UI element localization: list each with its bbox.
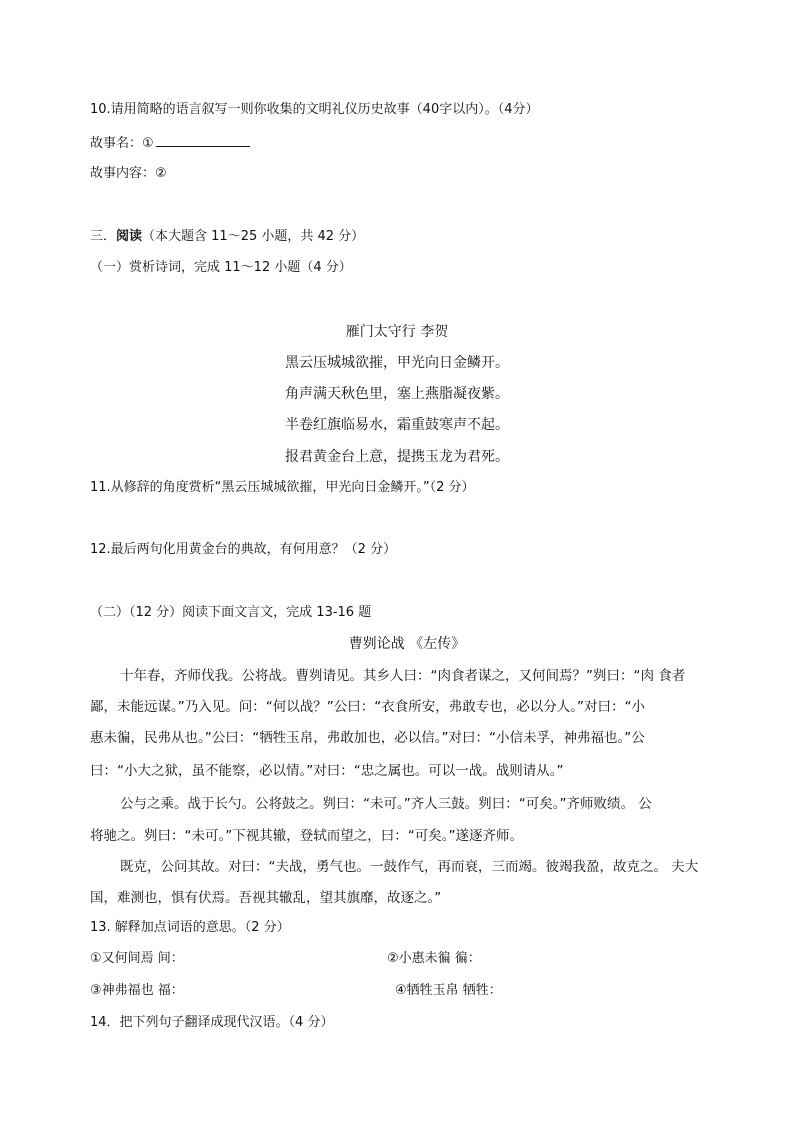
passage-line: 曰：“小大之狱，虽不能察，必以情。”对曰：“忠之属也。可以一战。战则请从。” [90, 763, 564, 779]
section-3-subtitle: （本大题含 11～25 小题，共 42 分） [142, 229, 365, 244]
q13-item: ④牺牲玉帛 牺牲： [395, 983, 502, 998]
poem-title: 雁门太守行 李贺 [345, 324, 449, 340]
passage-line: 惠未徧，民弗从也。”公曰：“牺牲玉帛，弗敢加也，必以信。”对曰：“小信未孚，神弗福也。”公 [90, 730, 645, 746]
question-14: 14．把下列句子翻译成现代汉语。（4 分） [90, 1015, 334, 1030]
q13-item: ③神弗福也 福： [90, 983, 184, 998]
passage-line: 将驰之。刿曰：“未可。”下视其辙，登轼而望之，曰：“可矣。”遂逐齐师。 [90, 828, 523, 844]
story-name-line [90, 134, 250, 153]
passage-line: 既克，公问其故。对曰：“夫战，勇气也。一鼓作气，再而衰，三而竭。彼竭我盈，故克之。 夫大 [120, 859, 699, 875]
section-3-number: 三． [90, 229, 117, 244]
part-1-heading: （一）赏析诗词，完成 11～12 小题（4 分） [90, 260, 352, 275]
section-3-heading [90, 228, 364, 246]
poem-line: 半卷红旗临易水，霜重鼓寒声不起。 [285, 417, 509, 433]
question-10: 10.请用简略的语言叙写一则你收集的文明礼仪历史故事（40字以内）。（4分） [90, 102, 539, 117]
poem-line: 角声满天秋色里，塞上燕脂凝夜紫。 [285, 386, 509, 402]
poem-line: 报君黄金台上意，提携玉龙为君死。 [285, 449, 509, 465]
question-13: 13. 解释加点词语的意思。（2 分） [90, 920, 290, 935]
answer-blank [156, 134, 250, 147]
passage-line: 公与之乘。战于长勺。公将鼓之。刿曰：“未可。”齐人三鼓。刿曰：“可矣。”齐师败绩。 公 [120, 796, 652, 812]
poem-line: 黑云压城城欲摧，甲光向日金鳞开。 [285, 355, 509, 371]
part-2-heading: （二）（12 分）阅读下面文言文，完成 13-16 题 [90, 605, 372, 620]
story-content-label: 故事内容：② [90, 166, 167, 181]
q13-item: ②小惠未徧 徧： [387, 951, 481, 966]
passage-line: 国，难测也，惧有伏焉。吾视其辙乱，望其旗靡，故逐之。” [90, 890, 442, 906]
passage-line: 鄙，未能远谋。”乃入见。问：“何以战？”公曰：“衣食所安，弗敢专也，必以分人。”对曰：“小 [90, 699, 645, 715]
passage-line: 十年春，齐师伐我。公将战。曹刿请见。其乡人曰：“肉食者谋之，又何间焉？”刿曰：“肉 食者 [120, 668, 686, 684]
section-3-title: 阅读 [116, 229, 143, 244]
question-11: 11.从修辞的角度赏析“黑云压城城欲摧，甲光向日金鳞开。”（2 分） [90, 480, 475, 495]
story-name-label: 故事名：① [90, 136, 154, 151]
passage-title: 曹刿论战 《左传》 [348, 636, 466, 652]
question-12: 12.最后两句化用黄金台的典故，有何用意？（2 分） [90, 542, 397, 557]
q13-item: ①又何间焉 间： [90, 951, 184, 966]
